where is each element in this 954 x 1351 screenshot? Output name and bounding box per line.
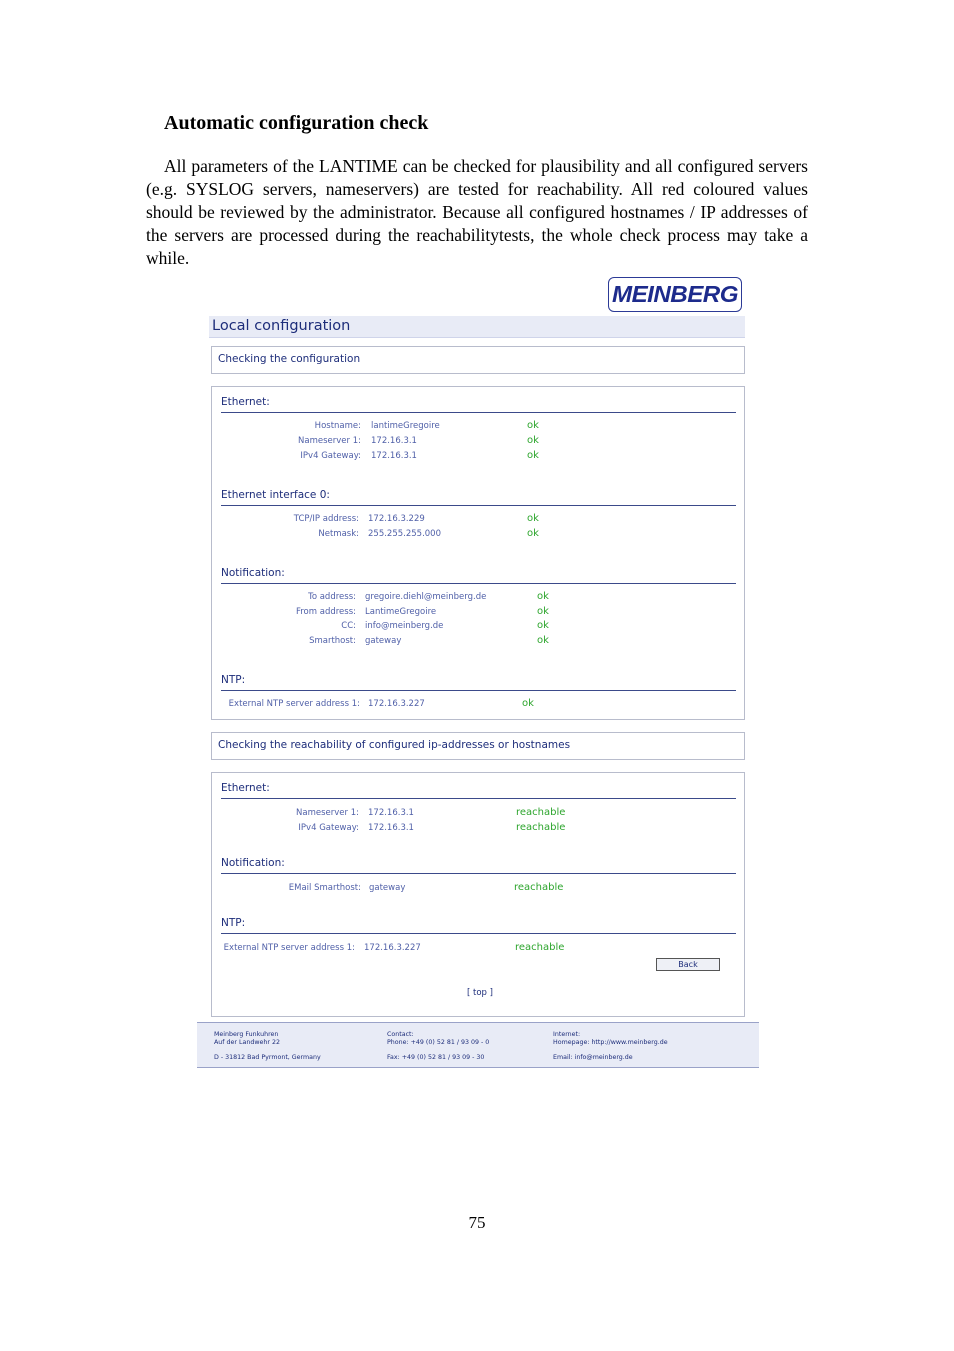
row-value: 255.255.255.000 — [368, 529, 442, 539]
status-ok: ok — [527, 450, 539, 461]
status-ok: ok — [527, 435, 539, 446]
footer-link-homepage[interactable]: Homepage: http://www.meinberg.de — [553, 1038, 668, 1046]
row-label: CC: — [341, 621, 356, 631]
config-check-box — [211, 386, 745, 720]
section-ethernet — [221, 781, 736, 799]
reachability-title-box — [211, 732, 745, 760]
back-button[interactable]: Back — [656, 958, 720, 971]
footer-line: Auf der Landwehr 22 — [214, 1038, 280, 1046]
row-label: Nameserver 1: — [298, 436, 361, 446]
footer-line: Fax: +49 (0) 52 81 / 93 09 - 30 — [387, 1053, 485, 1061]
row-label: External NTP server address 1: — [228, 699, 360, 709]
row-label: Netmask: — [318, 529, 359, 539]
status-ok: ok — [537, 606, 549, 617]
row-value: gregoire.diehl@meinberg.de — [365, 592, 487, 602]
section-ethernet — [221, 395, 736, 413]
status-ok: ok — [537, 635, 549, 646]
section-interface0-heading: Ethernet interface 0: — [221, 489, 330, 501]
row-label: Nameserver 1: — [296, 808, 359, 818]
footer-line: Contact: — [387, 1031, 414, 1038]
row-label: External NTP server address 1: — [223, 943, 355, 953]
reachability-title: Checking the reachability of configured ip-addresses or hostnames — [218, 739, 571, 751]
section-ethernet-heading: Ethernet: — [221, 396, 270, 408]
row-value: 172.16.3.229 — [368, 514, 425, 524]
status-ok: ok — [537, 591, 549, 602]
row-label: To address: — [308, 592, 356, 602]
footer-contact — [387, 1031, 489, 1061]
lantime-screenshot — [197, 271, 759, 1068]
row-label: IPv4 Gateway: — [300, 451, 361, 461]
row-value: 172.16.3.227 — [368, 699, 425, 709]
page-footer — [197, 1022, 759, 1068]
intro-paragraph: All parameters of the LANTIME can be checked for plausibility and all configured servers (e.g. SYSLOG servers, nameservers) are tested for reachability. All red coloured values should be reviewed by the administrator. Because all configured hostnames / IP addresses of the servers are processed during the reachabilitytests, the whole check process may take a while. — [146, 156, 808, 268]
row-value: lantimeGregoire — [371, 421, 440, 431]
footer-line: Internet: — [553, 1031, 581, 1038]
status-ok: ok — [527, 420, 539, 431]
section-heading: Automatic configuration check — [164, 112, 429, 134]
footer-address — [214, 1031, 321, 1061]
row-label: Hostname: — [314, 421, 361, 431]
section-notification — [221, 856, 736, 874]
row-value: gateway — [369, 883, 406, 893]
meinberg-logo — [608, 277, 742, 312]
row-value: 172.16.3.1 — [371, 451, 417, 461]
config-check-title-box — [211, 346, 745, 374]
section-notification-heading: Notification: — [221, 567, 285, 579]
status-reachable: reachable — [516, 822, 566, 833]
page-title-bar — [209, 316, 745, 338]
row-label: EMail Smarthost: — [288, 883, 361, 893]
section-ntp — [221, 673, 736, 691]
logo-text: MEINBERG — [612, 281, 738, 307]
status-ok: ok — [527, 513, 539, 524]
top-link[interactable]: [ top ] — [467, 988, 493, 998]
section-notification-heading: Notification: — [221, 857, 285, 869]
status-ok: ok — [537, 620, 549, 631]
section-interface0 — [221, 488, 736, 506]
config-check-title: Checking the configuration — [218, 353, 361, 365]
row-label: From address: — [295, 607, 356, 617]
status-ok: ok — [522, 698, 534, 709]
footer-line: Phone: +49 (0) 52 81 / 93 09 - 0 — [387, 1038, 490, 1046]
footer-line: D - 31812 Bad Pyrmont, Germany — [214, 1053, 321, 1061]
footer-line — [553, 1046, 668, 1054]
row-value: 172.16.3.1 — [368, 823, 414, 833]
row-label: Smarthost: — [309, 636, 356, 646]
footer-line: Meinberg Funkuhren — [214, 1031, 279, 1038]
footer-line — [214, 1046, 321, 1054]
row-value: 172.16.3.1 — [368, 808, 414, 818]
section-ethernet-heading: Ethernet: — [221, 782, 270, 794]
section-ntp — [221, 916, 736, 934]
row-label: TCP/IP address: — [293, 514, 359, 524]
row-value: 172.16.3.1 — [371, 436, 417, 446]
status-ok: ok — [527, 528, 539, 539]
status-reachable: reachable — [514, 882, 564, 893]
footer-link-email[interactable]: Email: info@meinberg.de — [553, 1053, 633, 1061]
row-label: IPv4 Gateway: — [298, 823, 359, 833]
footer-internet — [553, 1031, 668, 1061]
page-title: Local configuration — [212, 318, 351, 334]
section-ntp-heading: NTP: — [221, 917, 246, 929]
status-reachable: reachable — [515, 942, 565, 953]
row-value: LantimeGregoire — [365, 607, 437, 617]
reachability-box — [211, 772, 745, 1017]
row-value: gateway — [365, 636, 402, 646]
footer-line — [387, 1046, 489, 1054]
row-value: 172.16.3.227 — [364, 943, 421, 953]
page-number: 75 — [468, 1213, 486, 1232]
section-notification — [221, 566, 736, 584]
row-value: info@meinberg.de — [365, 621, 444, 631]
section-ntp-heading: NTP: — [221, 674, 246, 686]
status-reachable: reachable — [516, 807, 566, 818]
